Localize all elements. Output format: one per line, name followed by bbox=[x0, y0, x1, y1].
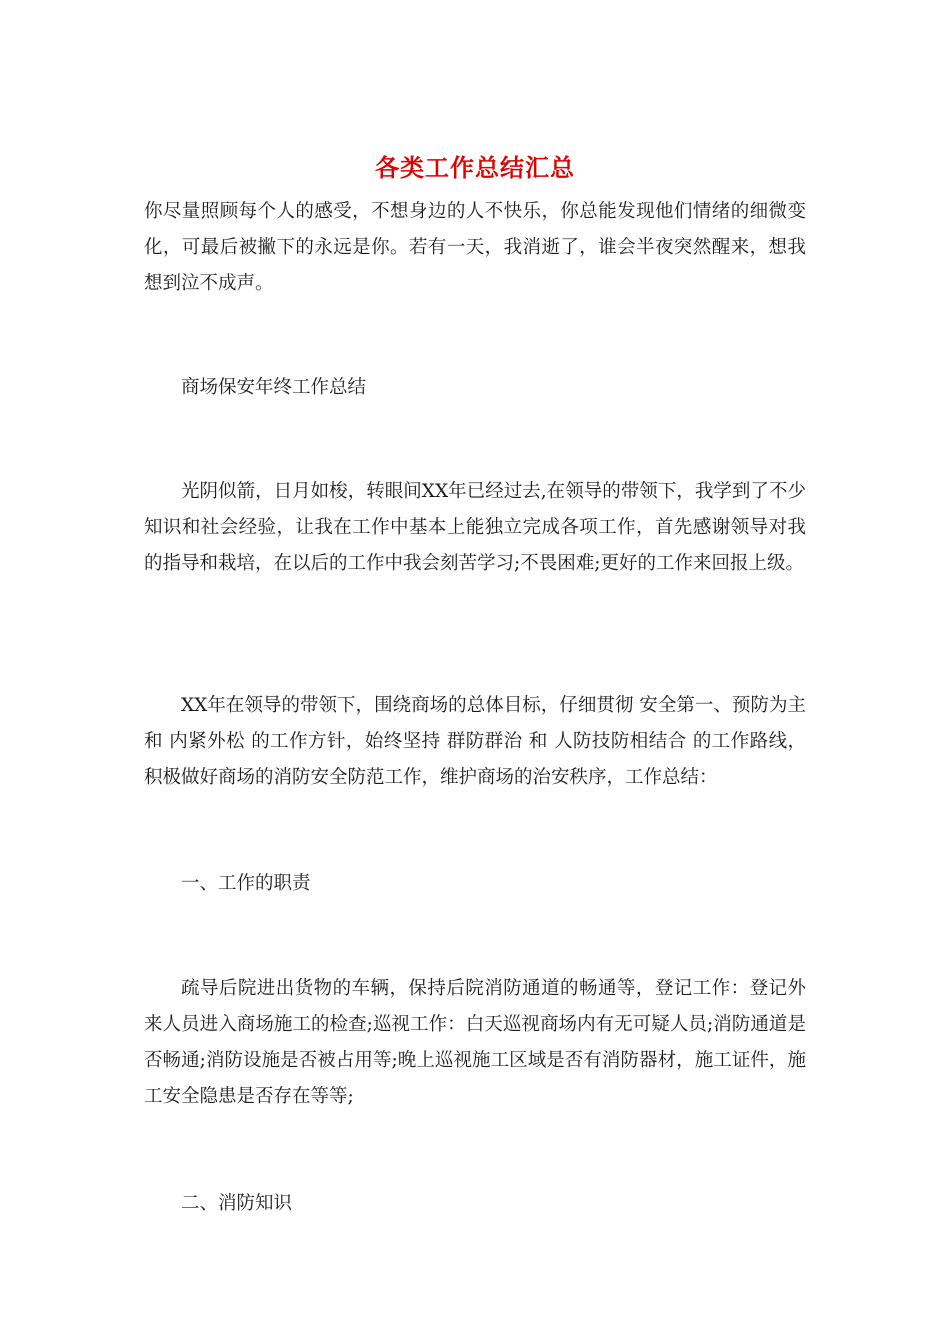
body-paragraph-2: XX年在领导的带领下，围绕商场的总体目标，仔细贯彻 安全第一、预防为主 和 内紧外松 的工作方针，始终坚持 群防群治 和 人防技防相结合 的工作路线，积极做好商场的消防安全防范工作，维护商场的治安秩序，工作总结： bbox=[144, 695, 806, 788]
section-heading-2: 二、消防知识 bbox=[181, 1193, 293, 1214]
body-paragraph-1: 光阴似箭，日月如梭，转眼间XX年已经过去,在领导的带领下，我学到了不少知识和社会经验，让我在工作中基本上能独立完成各项工作，首先感谢领导对我的指导和栽培，在以后的工作中我会刻苦学习;不畏困难;更好的工作来回报上级。 bbox=[144, 481, 806, 574]
document-title: 各类工作总结汇总 bbox=[375, 153, 575, 182]
section-heading-1: 一、工作的职责 bbox=[181, 873, 311, 894]
body-paragraph-3: 疏导后院进出货物的车辆，保持后院消防通道的畅通等，登记工作：登记外来人员进入商场施工的检查;巡视工作：白天巡视商场内有无可疑人员;消防通道是否畅通;消防设施是否被占用等;晚上巡视施工区域是否有消防器材，施工证件，施工安全隐患是否存在等等; bbox=[144, 978, 806, 1107]
section-subtitle: 商场保安年终工作总结 bbox=[181, 377, 367, 398]
intro-paragraph: 你尽量照顾每个人的感受，不想身边的人不快乐，你总能发现他们情绪的细微变化，可最后被撇下的永远是你。若有一天，我消逝了，谁会半夜突然醒来，想我想到泣不成声。 bbox=[144, 201, 806, 294]
